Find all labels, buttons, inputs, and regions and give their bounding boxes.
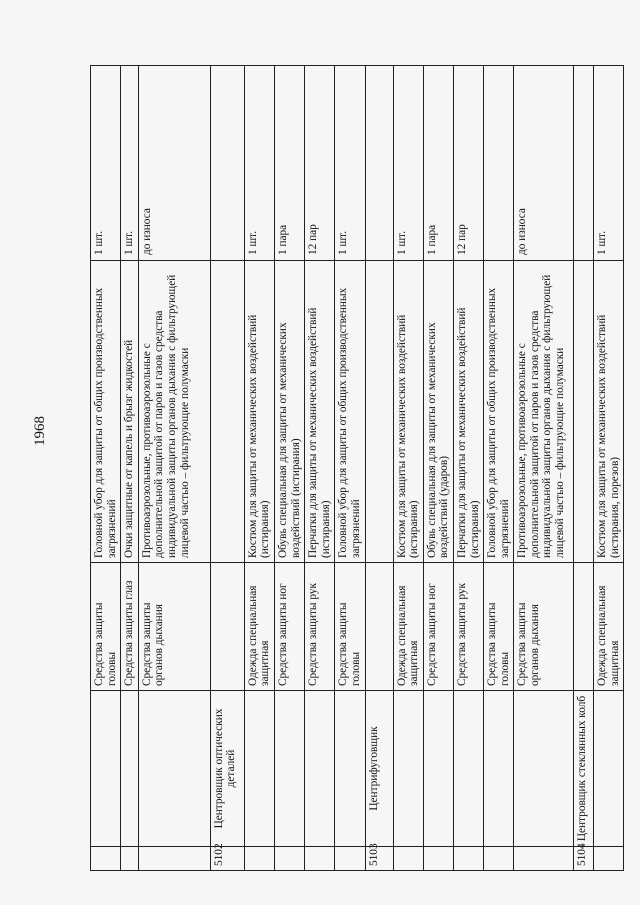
cell-quantity bbox=[574, 66, 594, 261]
cell-ppe-item: Головной убор для защиты от общих производственных загрязнений bbox=[91, 261, 121, 563]
cell-row-number bbox=[484, 847, 514, 871]
cell-row-number bbox=[244, 847, 274, 871]
cell-profession bbox=[91, 691, 121, 847]
cell-quantity: 1 шт. bbox=[91, 66, 121, 261]
cell-quantity: 12 пар bbox=[453, 66, 483, 261]
cell-row-number bbox=[514, 847, 574, 871]
cell-ppe-item: Костюм для защиты от механических воздействий (истирания, порезов) bbox=[594, 261, 624, 563]
table-row bbox=[305, 66, 335, 871]
cell-quantity: до износа bbox=[514, 66, 574, 261]
ppe-table-rotated bbox=[90, 66, 621, 871]
table-row bbox=[594, 66, 624, 871]
table-row bbox=[244, 66, 274, 871]
cell-quantity bbox=[484, 66, 514, 261]
cell-row-number bbox=[335, 847, 365, 871]
cell-ppe-category: Одежда специальная защитная bbox=[594, 563, 624, 691]
cell-ppe-category: Одежда специальная защитная bbox=[393, 563, 423, 691]
table-row bbox=[574, 66, 594, 871]
cell-ppe-item: Противоаэрозольные, противоаэрозольные с дополнительной защитой от паров и газов средства индивидуальной защиты органов дыхания с фильтрующей лицевой частью – фильтрующие полумаски bbox=[138, 261, 210, 563]
cell-ppe-item: Головной убор для защиты от общих производственных загрязнений bbox=[335, 261, 365, 563]
cell-quantity: до износа bbox=[138, 66, 210, 261]
cell-ppe-category bbox=[365, 563, 393, 691]
cell-ppe-item: Костюм для защиты от механических воздействий (истирания) bbox=[393, 261, 423, 563]
cell-quantity bbox=[365, 66, 393, 261]
cell-profession bbox=[335, 691, 365, 847]
cell-profession: Центровщик стеклянных колб bbox=[574, 691, 594, 847]
cell-ppe-category: Средства защиты органов дыхания bbox=[514, 563, 574, 691]
cell-row-number bbox=[594, 847, 624, 871]
cell-row-number: 5102 bbox=[210, 847, 244, 871]
cell-ppe-category: Средства защиты головы bbox=[91, 563, 121, 691]
cell-quantity: 1 пара bbox=[274, 66, 304, 261]
table-row bbox=[138, 66, 210, 871]
cell-ppe-category: Средства защиты глаз bbox=[121, 563, 139, 691]
cell-profession: Центрифуговщик bbox=[365, 691, 393, 847]
table-body bbox=[91, 66, 624, 871]
cell-ppe-item: Обувь специальная для защиты от механических воздействий (истирания) bbox=[274, 261, 304, 563]
table-row bbox=[514, 66, 574, 871]
cell-ppe-item: Перчатки для защиты от механических воздействий (истирания) bbox=[305, 261, 335, 563]
table-row bbox=[335, 66, 365, 871]
cell-profession bbox=[514, 691, 574, 847]
cell-quantity: 1 шт. bbox=[335, 66, 365, 261]
cell-row-number: 5103 bbox=[365, 847, 393, 871]
table-row bbox=[121, 66, 139, 871]
cell-row-number bbox=[274, 847, 304, 871]
cell-row-number bbox=[91, 847, 121, 871]
cell-row-number bbox=[423, 847, 453, 871]
table-row bbox=[365, 66, 393, 871]
cell-quantity bbox=[210, 66, 244, 261]
table-row bbox=[274, 66, 304, 871]
cell-row-number bbox=[453, 847, 483, 871]
cell-ppe-item: Очки защитные от капель и брызг жидкостей bbox=[121, 261, 139, 563]
cell-profession bbox=[594, 691, 624, 847]
cell-quantity: 12 пар bbox=[305, 66, 335, 261]
cell-ppe-item bbox=[365, 261, 393, 563]
table-row bbox=[453, 66, 483, 871]
cell-ppe-category bbox=[574, 563, 594, 691]
cell-profession bbox=[484, 691, 514, 847]
table-row bbox=[393, 66, 423, 871]
cell-ppe-item: Перчатки для защиты от механических воздействий (истирания) bbox=[453, 261, 483, 563]
cell-ppe-item: Головной убор для защиты от общих производственных загрязнений bbox=[484, 261, 514, 563]
cell-quantity: 1 шт. bbox=[393, 66, 423, 261]
table-row bbox=[484, 66, 514, 871]
cell-ppe-item bbox=[574, 261, 594, 563]
cell-profession bbox=[453, 691, 483, 847]
cell-ppe-category: Средства защиты головы bbox=[484, 563, 514, 691]
cell-ppe-category: Средства защиты рук bbox=[305, 563, 335, 691]
cell-row-number bbox=[393, 847, 423, 871]
page-number: 1968 bbox=[32, 416, 48, 446]
cell-row-number bbox=[121, 847, 139, 871]
cell-profession bbox=[274, 691, 304, 847]
cell-row-number: 5104 bbox=[574, 847, 594, 871]
cell-profession bbox=[244, 691, 274, 847]
cell-row-number bbox=[138, 847, 210, 871]
table-row bbox=[423, 66, 453, 871]
cell-quantity: 1 пара bbox=[423, 66, 453, 261]
cell-ppe-category: Средства защиты головы bbox=[335, 563, 365, 691]
cell-quantity: 1 шт. bbox=[594, 66, 624, 261]
cell-ppe-category: Средства защиты ног bbox=[274, 563, 304, 691]
cell-ppe-category: Одежда специальная защитная bbox=[244, 563, 274, 691]
cell-ppe-item bbox=[210, 261, 244, 563]
cell-ppe-category bbox=[210, 563, 244, 691]
cell-ppe-item: Обувь специальная для защиты от механических воздействий (ударов) bbox=[423, 261, 453, 563]
cell-profession bbox=[138, 691, 210, 847]
cell-row-number bbox=[305, 847, 335, 871]
table-row bbox=[210, 66, 244, 871]
table-row bbox=[91, 66, 121, 871]
cell-ppe-category: Средства защиты органов дыхания bbox=[138, 563, 210, 691]
cell-profession bbox=[393, 691, 423, 847]
cell-ppe-category: Средства защиты рук bbox=[453, 563, 483, 691]
cell-ppe-item: Костюм для защиты от механических воздействий (истирания) bbox=[244, 261, 274, 563]
cell-profession bbox=[305, 691, 335, 847]
cell-quantity: 1 шт. bbox=[244, 66, 274, 261]
cell-ppe-category: Средства защиты ног bbox=[423, 563, 453, 691]
cell-profession bbox=[121, 691, 139, 847]
cell-profession bbox=[423, 691, 453, 847]
cell-ppe-item: Противоаэрозольные, противоаэрозольные с дополнительной защитой от паров и газов средства индивидуальной защиты органов дыхания с фильтрующей лицевой частью – фильтрующие полумаски bbox=[514, 261, 574, 563]
ppe-norms-table bbox=[90, 65, 624, 871]
cell-profession: Центровщик оптических деталей bbox=[210, 691, 244, 847]
cell-quantity: 1 шт. bbox=[121, 66, 139, 261]
